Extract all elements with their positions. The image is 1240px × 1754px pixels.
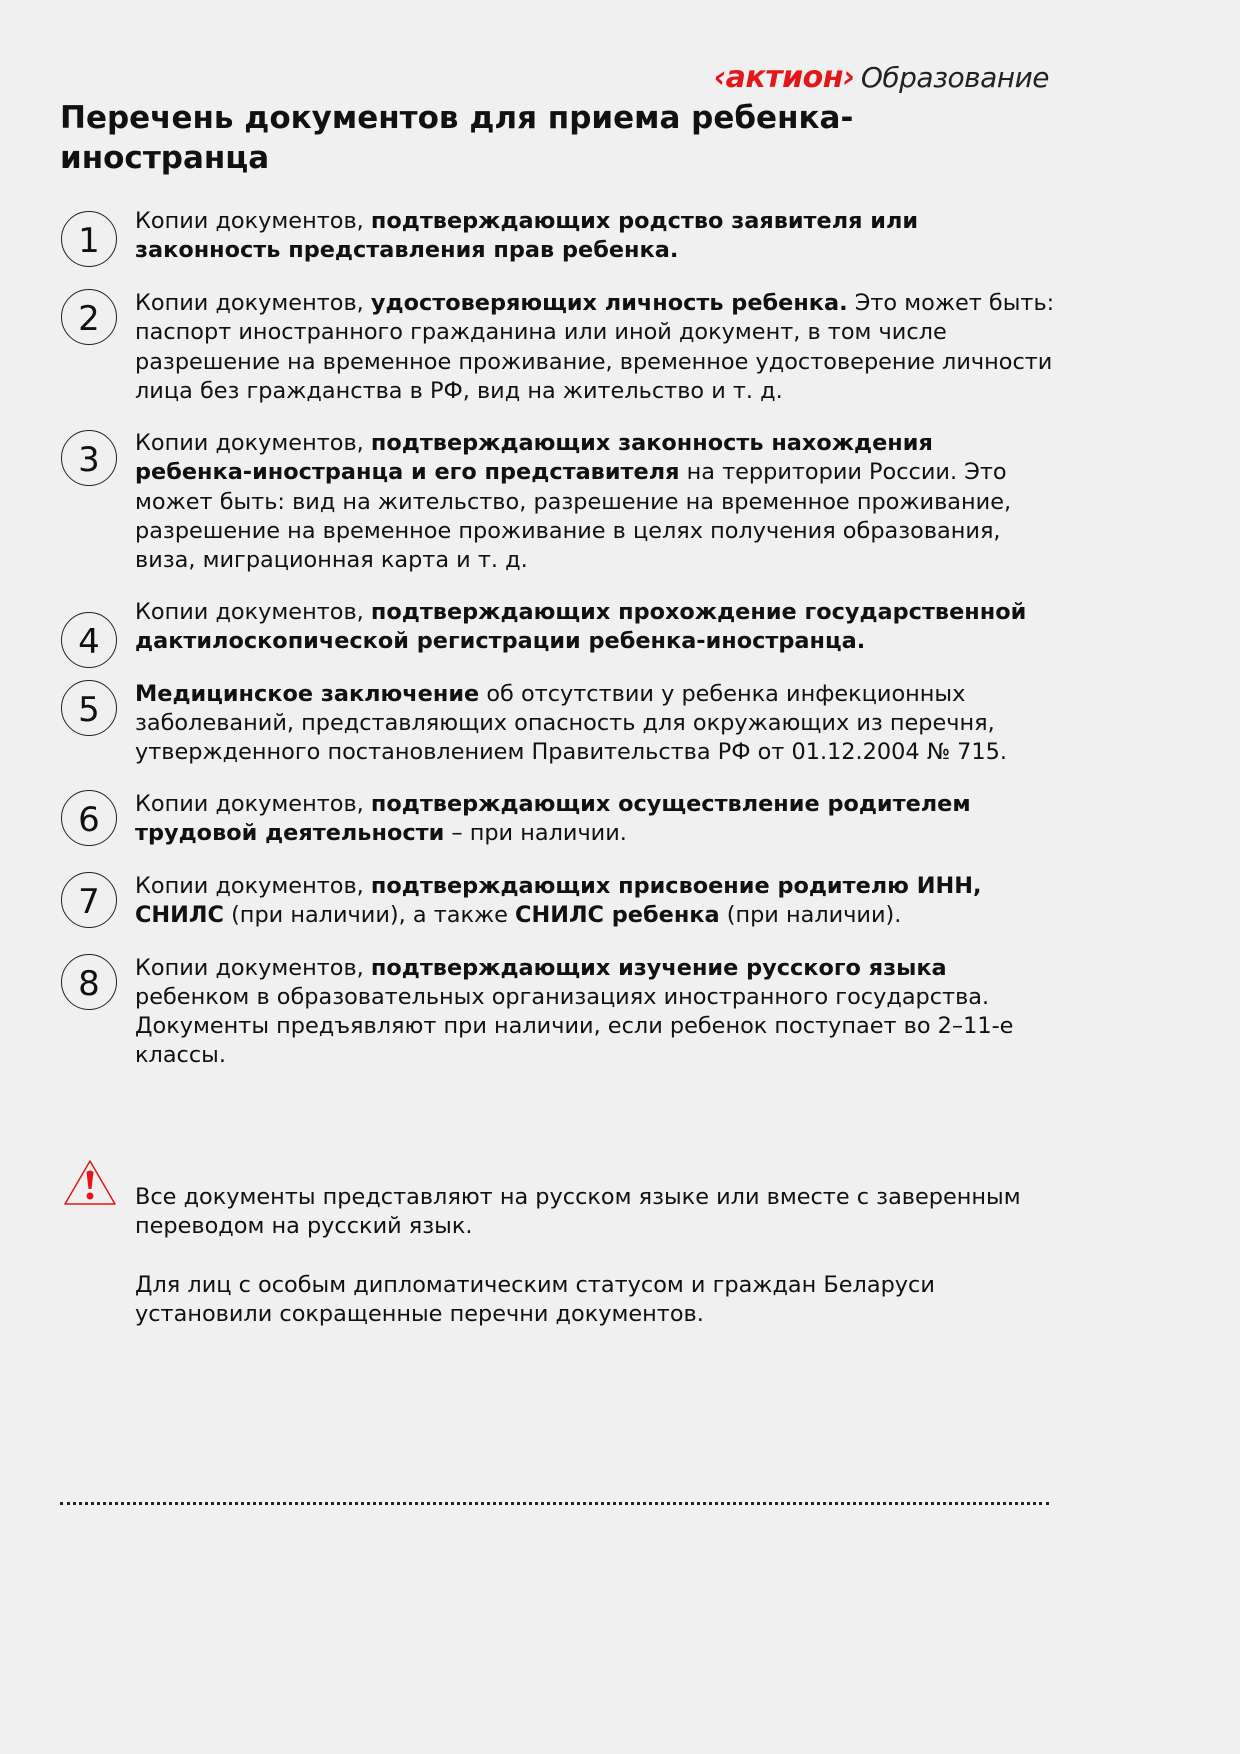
item-text-regular: Копии документов, — [135, 872, 371, 899]
item-number-circle: 4 — [61, 612, 117, 668]
list-item — [60, 872, 1055, 932]
note-exceptions: Для лиц с особым дипломатическим статусом и граждан Беларуси установили сокращенные перечни документов. — [135, 1271, 935, 1327]
item-text — [135, 207, 1055, 266]
brand-logo — [714, 60, 1049, 95]
item-number-circle: 5 — [61, 680, 117, 736]
logo-brand: ‹актион› — [713, 60, 855, 95]
notes — [135, 1183, 1055, 1329]
item-text-bold: подтверждающих осуществление родителем трудовой деятельности — [135, 790, 971, 846]
list-item — [60, 598, 1055, 662]
note-translation: Все документы представляют на русском языке или вместе с заверенным переводом на русский язык. — [135, 1184, 1021, 1240]
list-item — [60, 954, 1055, 1071]
item-text-regular: Копии документов, — [135, 430, 371, 457]
item-number-circle: 2 — [61, 289, 117, 345]
item-text-regular: ребенком в образовательных организациях иностранного государства. Документы предъявляют при наличии, если ребенок поступает во 2–11-е классы. — [135, 983, 1014, 1069]
item-text-regular: Копии документов, — [135, 954, 371, 981]
item-text-bold: подтверждающих родство заявителя или законность представления прав ребенка. — [135, 208, 919, 264]
list-item — [60, 429, 1055, 575]
item-text-bold: подтверждающих присвоение родителю ИНН, СНИЛС — [135, 872, 982, 928]
item-text-bold: подтверждающих изучение русского языка — [370, 954, 947, 981]
item-text-regular: (при наличии), а также — [223, 901, 516, 928]
dotted-divider — [60, 1502, 1049, 1505]
item-text-regular: Это может быть: паспорт иностранного гражданина или иной документ, в том числе разрешение на временное проживание, временное удостоверение личности лица без гражданства в РФ, вид на жительство и т. д. — [135, 290, 1055, 404]
item-number-circle: 6 — [61, 790, 117, 846]
item-text — [135, 872, 1055, 931]
item-text-bold: Медицинское заключение — [135, 680, 480, 707]
item-text-regular: – при наличии. — [444, 819, 627, 846]
list-item — [60, 680, 1055, 768]
item-text-bold: подтверждающих законность нахождения ребенка-иностранца и его представителя — [135, 430, 933, 486]
document-list — [60, 207, 1055, 1071]
item-text-regular: Копии документов, — [135, 598, 371, 625]
item-text — [135, 954, 1055, 1071]
item-text-bold: подтверждающих прохождение государственной дактилоскопической регистрации ребенка-иностранца. — [135, 598, 1027, 654]
page-title: Перечень документов для приема ребенка-иностранца — [60, 100, 854, 176]
warning-icon — [62, 1158, 118, 1208]
item-text-regular: Копии документов, — [135, 208, 371, 234]
item-number-circle: 7 — [61, 872, 117, 928]
item-number-circle: 1 — [61, 211, 117, 267]
list-item — [60, 207, 1055, 267]
item-text — [135, 598, 1055, 657]
item-text-regular: Копии документов, — [135, 290, 371, 316]
item-text-regular: на территории России. Это может быть: вид на жительство, разрешение на временное проживание, разрешение на временное проживание в целях получения образования, виза, миграционная карта и т. д. — [135, 459, 1012, 574]
item-text-bold: СНИЛС ребенка — [515, 901, 720, 928]
item-text-bold: удостоверяющих личность ребенка. — [370, 290, 848, 316]
item-text-regular: Копии документов, — [135, 790, 371, 817]
logo-subtitle: Образование — [860, 61, 1049, 94]
item-number-circle: 8 — [61, 954, 117, 1010]
item-text — [135, 429, 1055, 575]
item-text-regular: (при наличии). — [719, 901, 902, 928]
item-text — [135, 790, 1055, 849]
item-number-circle: 3 — [61, 430, 117, 486]
item-text — [135, 289, 1055, 406]
item-text-regular: об отсутствии у ребенка инфекционных заболеваний, представляющих опасность для окружающих из перечня, утвержденного постановлением Правительства РФ от 01.12.2004 № 715. — [135, 680, 1008, 766]
list-item — [60, 790, 1055, 850]
item-text — [135, 680, 1055, 768]
list-item — [60, 289, 1055, 406]
